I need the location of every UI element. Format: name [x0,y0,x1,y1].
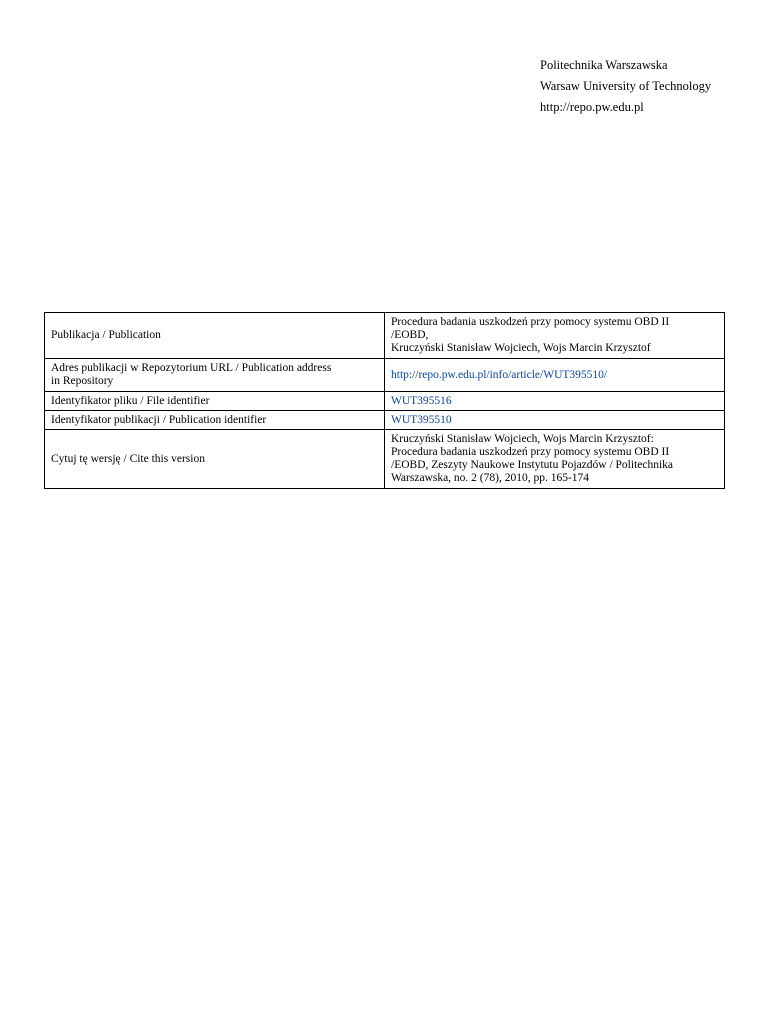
table-row-file-id [45,392,725,411]
file-id-link[interactable]: WUT395516 [391,394,452,407]
file-id-value-cell [385,392,725,411]
cite-value [385,430,725,489]
publication-id-link[interactable]: WUT395510 [391,413,452,426]
publication-url-link[interactable]: http://repo.pw.edu.pl/info/article/WUT395510/ [391,368,608,381]
table-row-cite [45,430,725,489]
table-row-publication [45,313,725,359]
publication-id-value-cell [385,411,725,430]
address-label [45,359,385,392]
publication-id-label: Identyfikator publikacji / Publication identifier [45,411,385,430]
address-label-line2: in Repository [51,375,114,387]
repository-url: http://repo.pw.edu.pl [540,100,644,114]
cite-line1: Kruczyński Stanisław Wojciech, Wojs Marcin Krzysztof: [391,433,654,445]
cite-label: Cytuj tę wersję / Cite this version [45,430,385,489]
file-id-label: Identyfikator pliku / File identifier [45,392,385,411]
address-value-cell [385,359,725,392]
publication-title-line1: Procedura badania uszkodzeń przy pomocy systemu OBD II [391,316,670,328]
table-row-address [45,359,725,392]
publication-metadata-table [44,312,725,489]
table-row-publication-id [45,411,725,430]
cite-line2: Procedura badania uszkodzeń przy pomocy systemu OBD II [391,446,670,458]
institution-name-en: Warsaw University of Technology [540,79,712,93]
publication-authors: Kruczyński Stanisław Wojciech, Wojs Marcin Krzysztof [391,342,651,354]
publication-value [385,313,725,359]
address-label-line1: Adres publikacji w Repozytorium URL / Publication address [51,362,332,374]
publication-label: Publikacja / Publication [45,313,385,359]
institution-name-pl: Politechnika Warszawska [540,58,668,72]
publication-title-line2: /EOBD, [391,329,429,341]
cite-line4: Warszawska, no. 2 (78), 2010, pp. 165-174 [391,472,590,484]
institution-header [540,55,711,118]
cite-line3: /EOBD, Zeszyty Naukowe Instytutu Pojazdów / Politechnika [391,459,674,471]
